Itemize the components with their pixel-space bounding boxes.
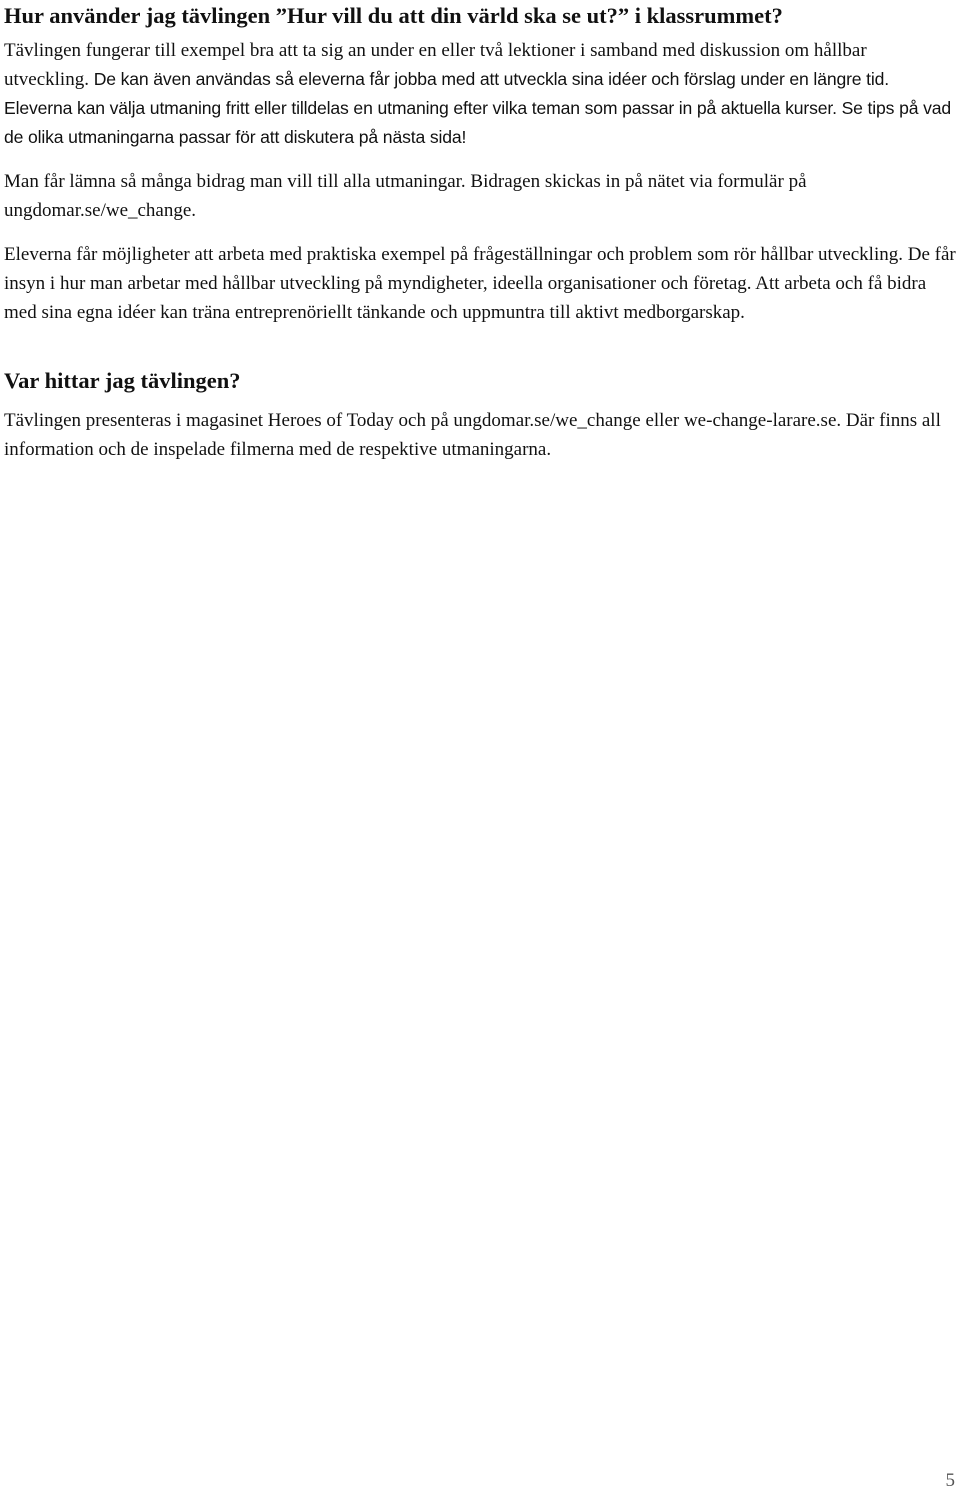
paragraph-competition-usage <box>4 36 956 152</box>
section-heading-where-to-find: Var hittar jag tävlingen? <box>4 368 241 393</box>
document-page <box>4 0 956 464</box>
paragraph-sentence-challenges: De kan även användas så eleverna får jobba med att utveckla sina idéer och förslag under en längre tid. Eleverna kan välja utmaning fritt eller tilldelas en utmaning efter vilka teman som passar in på aktuella kurser. Se tips på vad de olika utmaningarna passar för att diskutera på nästa sida! <box>4 69 951 147</box>
paragraph-submissions: Man får lämna så många bidrag man vill till alla utmaningar. Bidragen skickas in på nätet via formulär på ungdomar.se/we_change. <box>4 171 807 221</box>
paragraph-student-benefits: Eleverna får möjligheter att arbeta med praktiska exempel på frågeställningar och problem som rör hållbar utveckling. De får insyn i hur man arbetar med hållbar utveckling på myndigheter, ideella organisationer och företag. Att arbeta och få bidra med sina egna idéer kan träna entreprenöriellt tänkande och uppmuntra till aktivt medborgarskap. <box>4 244 956 323</box>
paragraph-sentence-lessons: Tävlingen fungerar till exempel bra att ta sig an under en eller två lektioner i samband med diskussion om hållbar utveckling. <box>4 40 867 90</box>
section-heading-classroom-use: Hur använder jag tävlingen ”Hur vill du att din värld ska se ut?” i klassrummet? <box>4 3 783 28</box>
paragraph-where-to-find: Tävlingen presenteras i magasinet Heroes of Today och på ungdomar.se/we_change eller we-change-larare.se. Där finns all information och de inspelade filmerna med de respektive utmaningarna. <box>4 410 941 460</box>
page-number: 5 <box>945 1470 955 1491</box>
